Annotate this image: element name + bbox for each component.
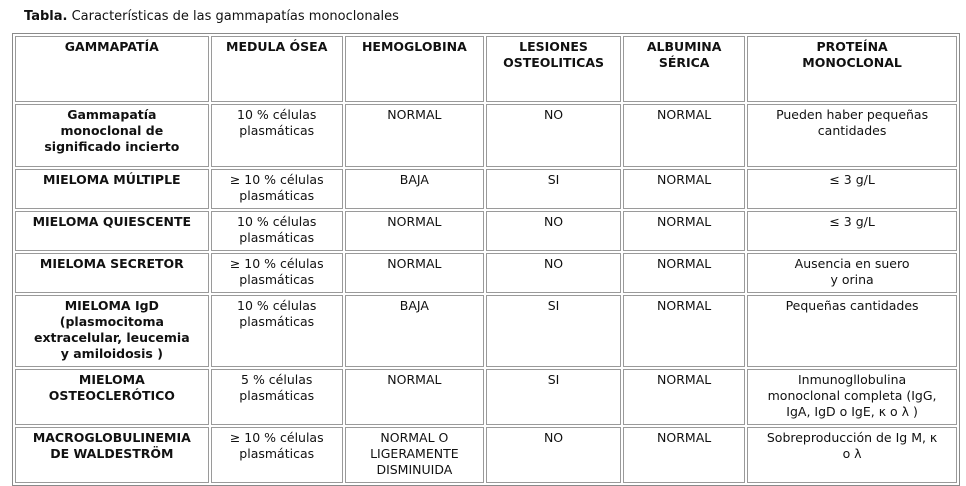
caption-label: Tabla. (24, 9, 68, 24)
table-cell: ≤ 3 g/L (747, 211, 957, 251)
row-label: MACROGLOBULINEMIA DE WALDESTRÖM (15, 427, 209, 483)
table-cell: 10 % células plasmáticas (211, 295, 343, 367)
gammopathy-table (12, 33, 960, 486)
table-cell: NORMAL (345, 211, 484, 251)
table-row (15, 253, 957, 293)
row-label: MIELOMA QUIESCENTE (15, 211, 209, 251)
table-cell: Inmunogllobulina monoclonal completa (IgG, IgA, IgD o IgE, κ o λ ) (747, 369, 957, 425)
table-cell: ≥ 10 % células plasmáticas (211, 427, 343, 483)
table-caption (24, 8, 399, 26)
table-cell: SI (486, 295, 621, 367)
table-cell: NORMAL (345, 253, 484, 293)
row-label: MIELOMA OSTEOCLERÓTICO (15, 369, 209, 425)
table-cell: NORMAL (623, 427, 745, 483)
table-row (15, 211, 957, 251)
row-label: MIELOMA SECRETOR (15, 253, 209, 293)
table-cell: NO (486, 104, 621, 167)
table-cell: NORMAL (623, 169, 745, 209)
table-cell: SI (486, 169, 621, 209)
table-cell: NO (486, 211, 621, 251)
table-cell: SI (486, 369, 621, 425)
table-cell: ≥ 10 % células plasmáticas (211, 169, 343, 209)
table-cell: NORMAL (623, 211, 745, 251)
row-label: MIELOMA MÚLTIPLE (15, 169, 209, 209)
caption-text: Características de las gammapatías monoclonales (67, 9, 399, 24)
table-row (15, 169, 957, 209)
table-cell: Ausencia en suero y orina (747, 253, 957, 293)
table-cell: NORMAL (623, 104, 745, 167)
header-proteina: PROTEÍNA MONOCLONAL (747, 36, 957, 102)
header-gammapatia: GAMMAPATÍA (15, 36, 209, 102)
header-hemoglobina: HEMOGLOBINA (345, 36, 484, 102)
table-cell: 10 % células plasmáticas (211, 104, 343, 167)
header-medula-osea: MEDULA ÓSEA (211, 36, 343, 102)
header-albumina: ALBUMINA SÉRICA (623, 36, 745, 102)
table-cell: NO (486, 253, 621, 293)
table-cell: NORMAL (623, 295, 745, 367)
table-row (15, 295, 957, 367)
header-lesiones: LESIONES OSTEOLITICAS (486, 36, 621, 102)
table-cell: 10 % células plasmáticas (211, 211, 343, 251)
table-cell: NORMAL (345, 104, 484, 167)
row-label: MIELOMA IgD (plasmocitoma extracelular, leucemia y amiloidosis ) (15, 295, 209, 367)
table-cell: Sobreproducción de Ig M, κ o λ (747, 427, 957, 483)
table-cell: Pequeñas cantidades (747, 295, 957, 367)
table-cell: 5 % células plasmáticas (211, 369, 343, 425)
table-cell: NORMAL O LIGERAMENTE DISMINUIDA (345, 427, 484, 483)
table-cell: BAJA (345, 295, 484, 367)
table-row (15, 427, 957, 483)
table-cell: ≤ 3 g/L (747, 169, 957, 209)
table-cell: NORMAL (623, 369, 745, 425)
table-cell: NORMAL (345, 369, 484, 425)
table-cell: Pueden haber pequeñas cantidades (747, 104, 957, 167)
table-cell: NORMAL (623, 253, 745, 293)
table-cell: ≥ 10 % células plasmáticas (211, 253, 343, 293)
table-cell: NO (486, 427, 621, 483)
row-label: Gammapatía monoclonal de significado incierto (15, 104, 209, 167)
header-row (15, 36, 957, 102)
table-row (15, 369, 957, 425)
table-row (15, 104, 957, 167)
table-cell: BAJA (345, 169, 484, 209)
